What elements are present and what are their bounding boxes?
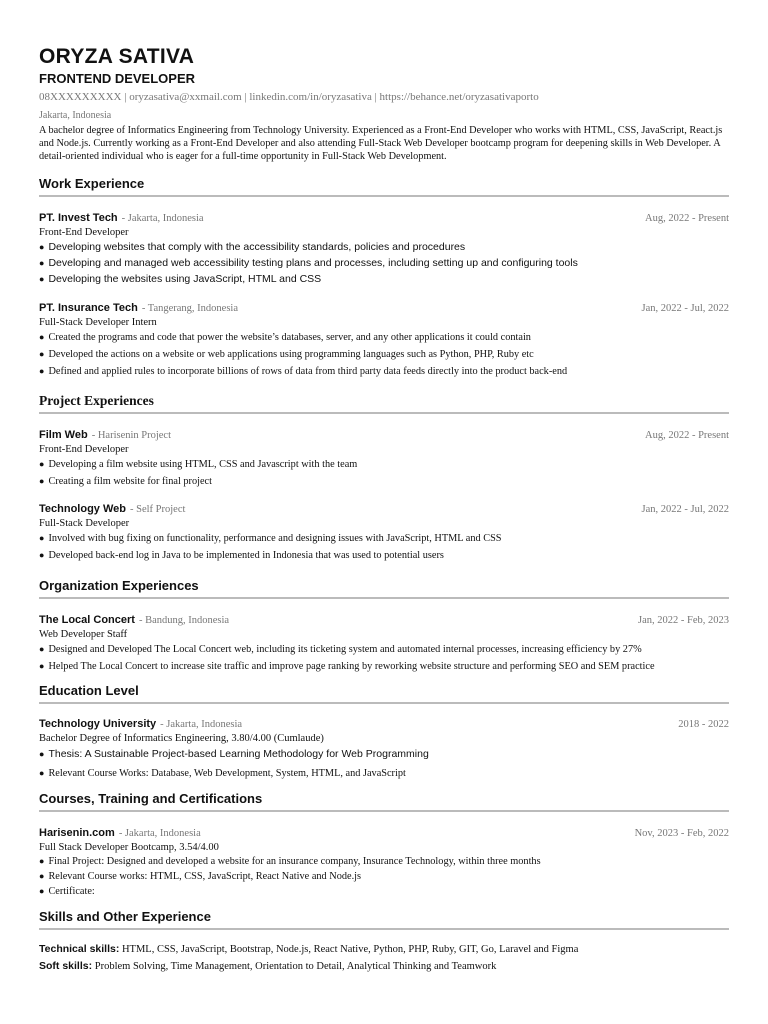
section-title-education: Education Level — [39, 683, 729, 704]
entry-location: - Self Project — [130, 504, 186, 515]
entry-org: The Local Concert — [39, 614, 135, 626]
list-item: ● Defined and applied rules to incorporate billions of rows of data from third party data feeds directly into the product back-end — [39, 366, 568, 377]
technical-skills-label: Technical skills: — [39, 943, 120, 955]
bullet-icon: ● — [39, 644, 45, 654]
entry-org: PT. Invest Tech — [39, 212, 118, 224]
entry-date: Jan, 2022 - Feb, 2023 — [638, 615, 729, 626]
entry-org: Film Web — [39, 429, 88, 441]
bullet-icon: ● — [39, 856, 45, 866]
bullet-icon: ● — [39, 366, 45, 376]
candidate-location: Jakarta, Indonesia — [39, 110, 112, 121]
candidate-name: ORYZA SATIVA — [39, 45, 195, 68]
course-entry — [39, 825, 729, 899]
entry-date: Aug, 2022 - Present — [645, 213, 729, 224]
entry-date: 2018 - 2022 — [678, 719, 729, 730]
entry-location: - Tangerang, Indonesia — [141, 303, 238, 314]
list-item: ● Created the programs and code that power the website’s databases, server, and any other applications it could contain — [39, 332, 531, 343]
bullet-icon: ● — [39, 274, 45, 284]
summary-paragraph: A bachelor degree of Informatics Engineering from Technology University. Experienced as a Front-End Developer who works with HTML, CSS, JavaScript, React.js and Node.js. Currently working as a Front-End Developer and also attending Full-Stack Web Developer bootcamp program for deepening skills in Web Developer. A detail-oriented individual who is eager for a full-time opportunity in Full-Stack Web Development. — [39, 125, 723, 162]
list-item: ● Helped The Local Concert to increase site traffic and improve page ranking by reworking website structure and performing SEO and SEM practice — [39, 661, 655, 672]
entry-location: - Jakarta, Indonesia — [118, 828, 201, 839]
list-item: ● Thesis: A Sustainable Project-based Learning Methodology for Web Programming — [39, 748, 429, 760]
entry-position: Full Stack Developer Bootcamp, 3.54/4.00 — [39, 842, 219, 853]
work-entry — [39, 210, 729, 287]
section-title-projects: Project Experiences — [39, 393, 729, 414]
entry-org: PT. Insurance Tech — [39, 302, 138, 314]
candidate-role: FRONTEND DEVELOPER — [39, 71, 196, 86]
list-item: ● Creating a film website for final project — [39, 476, 212, 487]
bullet-icon: ● — [39, 886, 45, 896]
entry-date: Nov, 2023 - Feb, 2022 — [634, 828, 729, 839]
project-entry — [39, 427, 729, 490]
bullet-icon: ● — [39, 550, 45, 560]
entry-position: Full-Stack Developer Intern — [39, 317, 157, 328]
work-entry — [39, 300, 729, 380]
list-item: ● Developed back-end log in Java to be implemented in Indonesia that was used to potential users — [39, 550, 444, 561]
bullet-icon: ● — [39, 749, 45, 759]
entry-date: Aug, 2022 - Present — [645, 430, 729, 441]
soft-skills-label: Soft skills: — [39, 960, 93, 972]
entry-location: - Bandung, Indonesia — [138, 615, 230, 626]
list-item: ● Developed the actions on a website or web applications using programming languages such as Python, PHP, Ruby etc — [39, 349, 534, 360]
technical-skills — [39, 941, 729, 958]
section-title-courses: Courses, Training and Certifications — [39, 791, 729, 812]
list-item: ● Designed and Developed The Local Concert web, including its ticketing system and automated internal processes, increasing efficiency by 27% — [39, 644, 642, 655]
list-item: ● Developing a film website using HTML, CSS and Javascript with the team — [39, 459, 358, 470]
bullet-icon: ● — [39, 242, 45, 252]
bullet-icon: ● — [39, 661, 45, 671]
entry-org: Harisenin.com — [39, 827, 115, 839]
entry-location: - Harisenin Project — [91, 430, 172, 441]
bullet-icon: ● — [39, 258, 45, 268]
resume-page — [39, 44, 729, 975]
list-item: ● Relevant Course Works: Database, Web Development, System, HTML, and JavaScript — [39, 768, 406, 779]
entry-position: Front-End Developer — [39, 227, 129, 238]
section-title-skills: Skills and Other Experience — [39, 909, 729, 930]
section-title-work: Work Experience — [39, 176, 729, 197]
technical-skills-value: HTML, CSS, JavaScript, Bootstrap, Node.js, React Native, Python, PHP, Ruby, GIT, Go, Laravel and Figma — [121, 944, 579, 955]
bullet-icon: ● — [39, 871, 45, 881]
entry-org: Technology University — [39, 718, 157, 730]
list-item: ● Certificate: — [39, 886, 95, 897]
bullet-icon: ● — [39, 533, 45, 543]
bullet-icon: ● — [39, 476, 45, 486]
entry-location: - Jakarta, Indonesia — [121, 213, 204, 224]
organization-entry — [39, 612, 729, 675]
entry-position: Front-End Developer — [39, 444, 129, 455]
soft-skills-value: Problem Solving, Time Management, Orientation to Detail, Analytical Thinking and Teamwork — [94, 961, 497, 972]
skills-block — [39, 941, 729, 975]
entry-location: - Jakarta, Indonesia — [160, 719, 243, 730]
education-entry — [39, 716, 729, 783]
project-entry — [39, 501, 729, 564]
soft-skills — [39, 958, 729, 975]
entry-org: Technology Web — [39, 503, 126, 515]
bullet-icon: ● — [39, 768, 45, 778]
bullet-icon: ● — [39, 332, 45, 342]
list-item: ● Relevant Course works: HTML, CSS, JavaScript, React Native and Node.js — [39, 871, 362, 882]
list-item: ● Involved with bug fixing on functionality, performance and designing issues with JavaScript, HTML and CSS — [39, 533, 502, 544]
list-item: ● Final Project: Designed and developed a website for an insurance company, Insurance Technology, within three months — [39, 856, 541, 867]
entry-position: Web Developer Staff — [39, 629, 128, 640]
section-title-organizations: Organization Experiences — [39, 578, 729, 599]
entry-date: Jan, 2022 - Jul, 2022 — [641, 504, 729, 515]
bullet-icon: ● — [39, 459, 45, 469]
bullet-icon: ● — [39, 349, 45, 359]
list-item: ● Developing the websites using JavaScript, HTML and CSS — [39, 273, 322, 285]
entry-position: Bachelor Degree of Informatics Engineering, 3.80/4.00 (Cumlaude) — [39, 733, 324, 744]
list-item: ● Developing and managed web accessibility testing plans and processes, including setting up and configuring tools — [39, 257, 578, 269]
entry-position: Full-Stack Developer — [39, 518, 130, 529]
entry-date: Jan, 2022 - Jul, 2022 — [641, 303, 729, 314]
list-item: ● Developing websites that comply with the accessibility standards, policies and procedures — [39, 241, 466, 253]
contact-line: 08XXXXXXXXX | oryzasativa@xxmail.com | linkedin.com/in/oryzasativa | https://behance.net/oryzasativaporto — [39, 91, 539, 103]
